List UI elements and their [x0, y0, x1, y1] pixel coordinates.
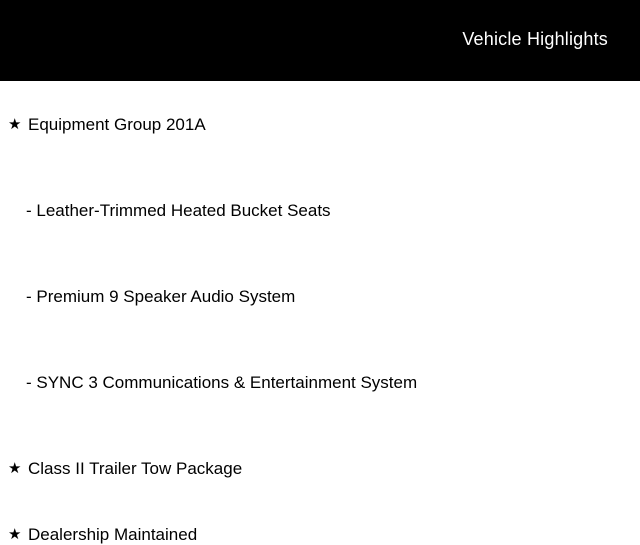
star-icon: ★ — [8, 460, 22, 477]
star-icon: ★ — [8, 526, 22, 543]
list-item-label: - SYNC 3 Communications & Entertainment System — [26, 373, 418, 392]
spacer — [0, 393, 640, 459]
list-item — [0, 201, 640, 221]
list-item-label: Equipment Group 201A — [28, 115, 206, 134]
page-title: Vehicle Highlights — [462, 29, 608, 49]
list-item — [0, 287, 640, 307]
spacer — [0, 479, 640, 525]
header-bar — [0, 0, 640, 81]
list-item-label: - Leather-Trimmed Heated Bucket Seats — [26, 201, 331, 220]
spacer — [0, 221, 640, 287]
spacer — [0, 307, 640, 373]
list-item — [0, 115, 640, 135]
star-icon: ★ — [8, 116, 22, 133]
list-item — [0, 373, 640, 393]
spacer — [0, 135, 640, 201]
list-item-label: Class II Trailer Tow Package — [28, 459, 243, 478]
list-item — [0, 459, 640, 479]
highlights-list — [0, 81, 640, 544]
list-item-label: Dealership Maintained — [28, 525, 198, 544]
list-item — [0, 525, 640, 545]
list-item-label: - Premium 9 Speaker Audio System — [26, 287, 296, 306]
